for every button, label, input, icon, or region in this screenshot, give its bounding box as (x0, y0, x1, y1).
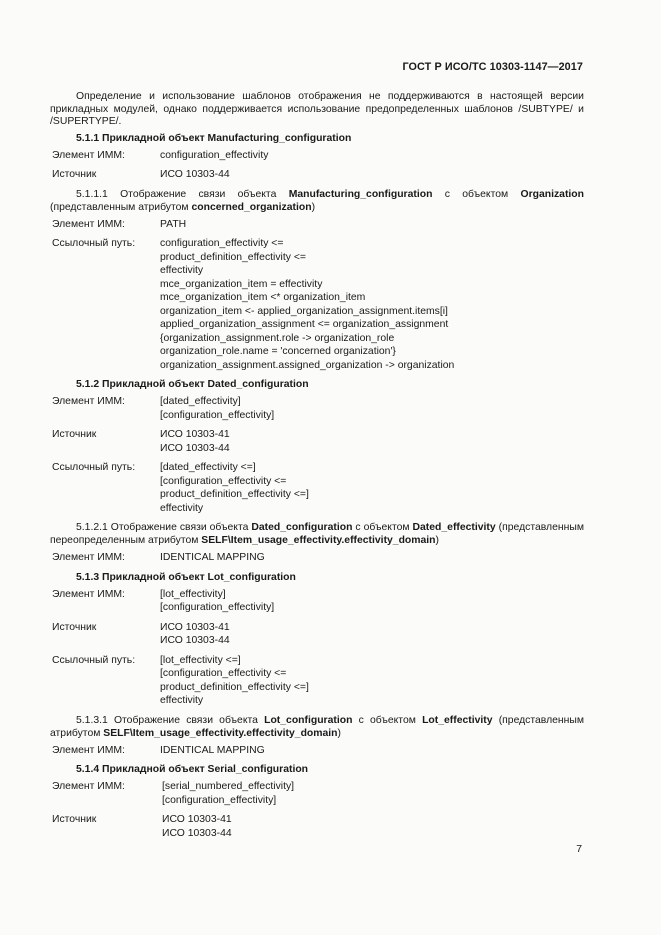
para-text: 5.1.1.1 Отображение связи объекта (76, 188, 289, 200)
para-bold: Lot_configuration (264, 714, 353, 726)
path-line: effectivity (160, 502, 204, 514)
mapping-paragraph (50, 714, 584, 740)
entry-values (160, 744, 584, 758)
mapping-entry (50, 461, 584, 515)
path-line: product_definition_effectivity <= (160, 251, 306, 263)
path-line: [dated_effectivity <=] (160, 462, 256, 474)
entry-values (160, 588, 584, 615)
path-line: product_definition_effectivity <=] (160, 681, 309, 693)
mapping-entry (50, 237, 584, 372)
entry-key: Элемент ИММ: (52, 552, 125, 564)
entry-key: Источник (52, 429, 97, 441)
section-5-1-3 (50, 571, 584, 708)
entry-key: Ссылочный путь: (52, 654, 136, 666)
mapping-entry (50, 744, 584, 758)
entry-value: IDENTICAL MAPPING (160, 552, 265, 564)
entry-key: Источник (52, 814, 97, 826)
entry-key: Элемент ИММ: (52, 781, 125, 793)
entry-values (160, 551, 584, 565)
path-line: organization_assignment.assigned_organization -> organization (160, 359, 455, 371)
path-line: applied_organization_assignment <= organization_assignment (160, 319, 449, 331)
entry-value: [configuration_effectivity] (160, 409, 275, 421)
entry-value: [configuration_effectivity] (162, 794, 277, 806)
para-text: 5.1.2.1 Отображение связи объекта (76, 522, 252, 534)
para-bold: Organization (520, 188, 584, 200)
path-line: mce_organization_item <* organization_item (160, 292, 366, 304)
path-line: [lot_effectivity <=] (160, 654, 241, 666)
entry-key: Источник (52, 621, 97, 633)
para-bold: Manufacturing_configuration (288, 188, 433, 200)
mapping-entry (50, 395, 584, 422)
para-bold: Dated_configuration (251, 522, 353, 534)
entry-key: Элемент ИММ: (52, 396, 125, 408)
entry-values (160, 149, 584, 163)
para-text: (представленным атрибутом (50, 714, 585, 739)
entry-value: PATH (160, 218, 187, 230)
intro-paragraph: Определение и использование шаблонов отображения не поддерживаются в настоящей версии прикладных модулей, однако поддерживается использование предопределенных шаблонов /SUBTYPE/ и /SUPERTYPE/. (50, 91, 584, 128)
path-line: configuration_effectivity <= (160, 238, 284, 250)
para-bold: concerned_organization (191, 201, 312, 213)
section-title: 5.1.4 Прикладной объект Serial_configuration (76, 764, 309, 776)
path-line: [configuration_effectivity <= (160, 475, 287, 487)
entry-values (162, 813, 584, 840)
entry-value: ИСО 10303-44 (162, 827, 232, 839)
entry-key: Элемент ИММ: (52, 744, 125, 756)
entry-value: ИСО 10303-44 (160, 442, 230, 454)
para-text: (представленным атрибутом (50, 201, 192, 213)
path-line: {organization_assignment.role -> organization_role (160, 332, 395, 344)
entry-key: Ссылочный путь: (52, 238, 136, 250)
path-line: organization_item <- applied_organization_assignment.items[i] (160, 305, 448, 317)
entry-value: ИСО 10303-41 (160, 621, 230, 633)
mapping-entry (50, 588, 584, 615)
para-text: ) (337, 727, 341, 739)
path-line: effectivity (160, 265, 204, 277)
entry-values (160, 428, 584, 455)
entry-key: Элемент ИММ: (52, 149, 125, 161)
entry-key: Элемент ИММ: (52, 588, 125, 600)
section-title: 5.1.2 Прикладной объект Dated_configuration (76, 379, 309, 391)
entry-values (160, 218, 584, 232)
entry-value: ИСО 10303-44 (160, 635, 230, 647)
entry-value: ИСО 10303-41 (160, 429, 230, 441)
mapping-entry (50, 149, 584, 163)
mapping-entry (50, 428, 584, 455)
section-5-1-3-1 (50, 714, 584, 758)
section-title: 5.1.3 Прикладной объект Lot_configuration (76, 571, 296, 583)
path-line: effectivity (160, 695, 204, 707)
para-bold: SELF\Item_usage_effectivity.effectivity_domain (103, 727, 338, 739)
entry-values (160, 395, 584, 422)
entry-values (160, 621, 584, 648)
entry-value: ИСО 10303-44 (160, 169, 230, 181)
path-line: mce_organization_item = effectivity (160, 278, 323, 290)
section-5-1-2-1 (50, 521, 584, 565)
entry-value: [serial_numbered_effectivity] (162, 781, 295, 793)
section-5-1-1 (50, 132, 584, 182)
path-line: organization_role.name = 'concerned organization'} (160, 346, 396, 358)
para-bold: SELF\Item_usage_effectivity.effectivity_domain (201, 535, 436, 547)
page-content (50, 91, 584, 846)
path-line: [configuration_effectivity <= (160, 668, 287, 680)
mapping-entry (50, 813, 584, 840)
para-text: с объектом (352, 714, 423, 726)
entry-value: configuration_effectivity (160, 149, 269, 161)
document-header: ГОСТ Р ИСО/ТС 10303-1147—2017 (402, 61, 583, 73)
entry-value: [dated_effectivity] (160, 396, 241, 408)
mapping-paragraph (50, 188, 584, 214)
entry-values (160, 654, 584, 708)
mapping-paragraph (50, 521, 584, 547)
entry-values (160, 168, 584, 182)
para-bold: Dated_effectivity (412, 522, 496, 534)
entry-value: [configuration_effectivity] (160, 602, 275, 614)
para-text: с объектом (432, 188, 521, 200)
para-text: ) (435, 535, 440, 547)
entry-value: [lot_effectivity] (160, 588, 226, 600)
entry-key: Ссылочный путь: (52, 462, 136, 474)
mapping-entry (50, 621, 584, 648)
path-line: product_definition_effectivity <=] (160, 489, 309, 501)
mapping-entry (50, 551, 584, 565)
section-title: 5.1.1 Прикладной объект Manufacturing_configuration (76, 132, 352, 144)
para-text: (представленным переопределенным атрибутом (50, 522, 584, 547)
section-5-1-2 (50, 378, 584, 515)
section-5-1-4 (50, 763, 584, 840)
entry-key: Элемент ИММ: (52, 218, 125, 230)
mapping-entry (50, 218, 584, 232)
para-text: 5.1.3.1 Отображение связи объекта (76, 714, 265, 726)
entry-key: Источник (52, 169, 97, 181)
page-number: 7 (576, 844, 582, 855)
entry-value: ИСО 10303-41 (162, 814, 232, 826)
mapping-entry (50, 654, 584, 708)
mapping-entry (50, 780, 584, 807)
section-5-1-1-1 (50, 188, 584, 373)
entry-value: IDENTICAL MAPPING (160, 744, 265, 756)
para-text: с объектом (352, 522, 413, 534)
para-text: ) (311, 201, 316, 213)
entry-values (162, 780, 584, 807)
para-bold: Lot_effectivity (422, 714, 493, 726)
entry-values (160, 237, 584, 372)
mapping-entry (50, 168, 584, 182)
entry-values (160, 461, 584, 515)
